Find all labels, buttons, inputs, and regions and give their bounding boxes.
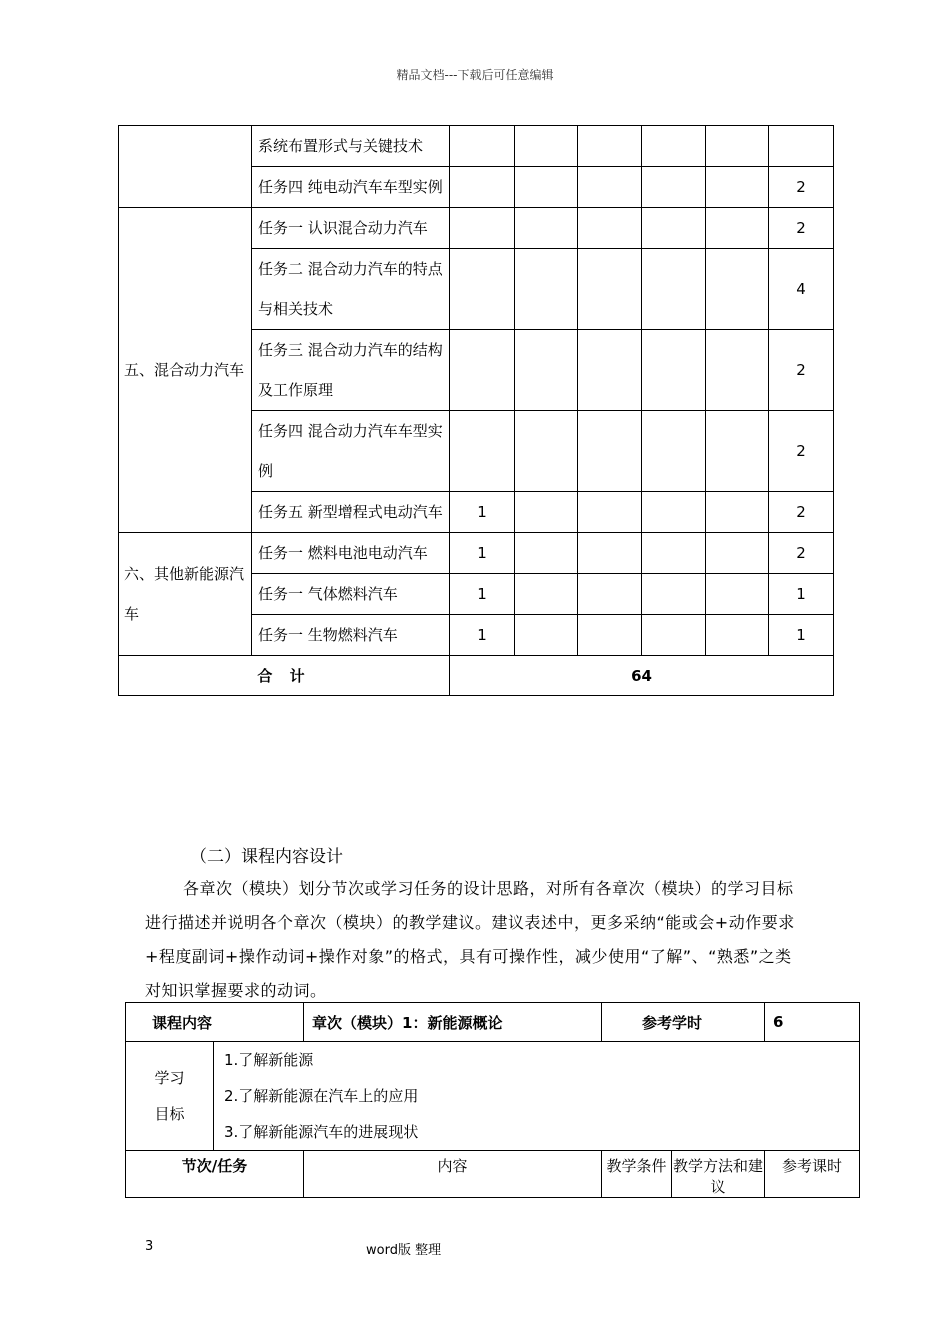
footer-text: word版 整理 <box>366 1243 442 1258</box>
practice-cell <box>450 208 515 249</box>
hours-cell: 1 <box>769 615 834 656</box>
goals-list <box>214 1042 860 1151</box>
hours-cell: 2 <box>769 492 834 533</box>
task-cell: 任务一 认识混合动力汽车 <box>252 208 450 249</box>
table-row <box>119 208 834 249</box>
hours-cell: 2 <box>769 330 834 411</box>
chapter-cell: 六、其他新能源汽车 <box>119 533 252 656</box>
list-item: 3.了解新能源汽车的进展现状 <box>224 1123 419 1141</box>
practice-cell: 1 <box>450 574 515 615</box>
list-item: 2.了解新能源在汽车上的应用 <box>224 1087 419 1105</box>
hours-cell: 2 <box>769 533 834 574</box>
task-cell: 任务一 生物燃料汽车 <box>252 615 450 656</box>
task-cell: 系统布置形式与关键技术 <box>252 126 450 167</box>
practice-cell <box>450 249 515 330</box>
practice-cell <box>450 330 515 411</box>
hours-cell: 1 <box>769 574 834 615</box>
column-header-section: 节次/任务 <box>126 1151 304 1198</box>
task-cell: 任务四 纯电动汽车车型实例 <box>252 167 450 208</box>
goals-label: 学习 目标 <box>126 1042 214 1151</box>
header-row <box>126 1151 860 1198</box>
practice-cell: 1 <box>450 492 515 533</box>
ref-hours-label: 参考学时 <box>602 1003 765 1042</box>
total-label: 合 计 <box>119 656 450 696</box>
table-row <box>119 533 834 574</box>
list-item: 1.了解新能源 <box>224 1051 314 1069</box>
chapter-cell: 五、混合动力汽车 <box>119 208 252 533</box>
hours-cell: 2 <box>769 411 834 492</box>
task-cell: 任务一 气体燃料汽车 <box>252 574 450 615</box>
task-cell: 任务二 混合动力汽车的特点与相关技术 <box>252 249 450 330</box>
practice-cell <box>450 411 515 492</box>
table-row <box>119 126 834 167</box>
task-cell: 任务三 混合动力汽车的结构及工作原理 <box>252 330 450 411</box>
content-design-table <box>125 1002 860 1198</box>
hours-cell <box>769 126 834 167</box>
section-paragraph <box>145 872 805 1008</box>
goals-row <box>126 1042 860 1151</box>
hours-cell: 2 <box>769 167 834 208</box>
hours-cell: 4 <box>769 249 834 330</box>
chapter-cell-continued <box>119 126 252 208</box>
total-value: 64 <box>450 656 834 696</box>
course-content-label: 课程内容 <box>126 1003 304 1042</box>
column-header-hours: 参考课时 <box>765 1151 860 1198</box>
practice-cell <box>450 126 515 167</box>
section-title: （二）课程内容设计 <box>190 847 343 867</box>
practice-cell <box>450 167 515 208</box>
column-header-methods: 教学方法和建议 <box>672 1151 765 1198</box>
task-cell: 任务一 燃料电池电动汽车 <box>252 533 450 574</box>
course-info-row <box>126 1003 860 1042</box>
column-header-conditions: 教学条件 <box>602 1151 672 1198</box>
ref-hours-value: 6 <box>765 1003 860 1042</box>
column-header-content: 内容 <box>304 1151 602 1198</box>
chapter-title: 章次（模块）1：新能源概论 <box>304 1003 602 1042</box>
task-cell: 任务四 混合动力汽车车型实例 <box>252 411 450 492</box>
practice-cell: 1 <box>450 615 515 656</box>
total-row <box>119 656 834 696</box>
hours-table <box>118 125 834 696</box>
paragraph-text: 各章次（模块）划分节次或学习任务的设计思路，对所有各章次（模块）的学习目标进行描述并说明各个章次（模块）的教学建议。建议表述中，更多采纳“能或会+动作要求+程度副词+操作动词+操作对象”的格式，具有可操作性，减少使用“了解”、“熟悉”之类对知识掌握要求的动词。 <box>145 879 795 1000</box>
page-number: 3 <box>145 1239 154 1254</box>
hours-cell: 2 <box>769 208 834 249</box>
page-header: 精品文档---下载后可任意编辑 <box>396 68 554 82</box>
practice-cell: 1 <box>450 533 515 574</box>
task-cell: 任务五 新型增程式电动汽车 <box>252 492 450 533</box>
